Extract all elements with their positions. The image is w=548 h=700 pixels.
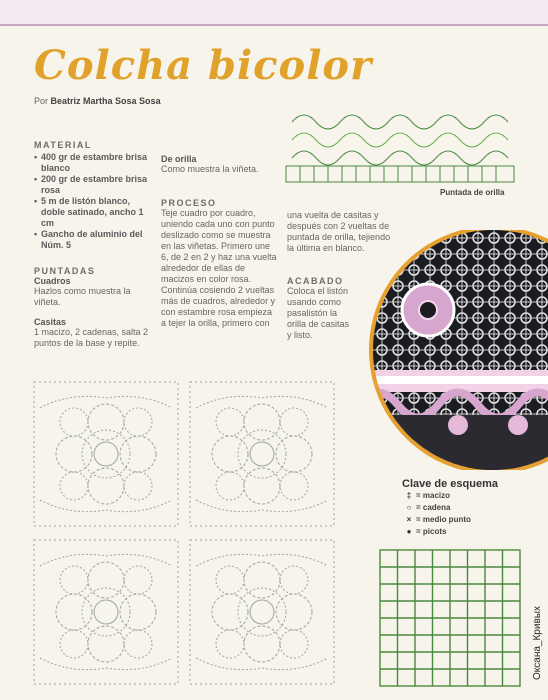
byline-author: Beatriz Martha Sosa Sosa	[50, 96, 161, 106]
picot-symbol-icon: ●	[406, 527, 412, 536]
proceso-text: Teje cuadro por cuadro, uniendo cada uno con punto deslizado como se muestra en las viñetas. Primero une 6, de 2 en 2 y haz una vuelta alrededor de ellas de macizos en color rosa. Continúa cosiendo 2 vueltas más de cuadros, alrededor y con estambre rosa empieza a tejer la orilla, primero con	[161, 208, 277, 328]
casitas-text: 1 macizo, 2 cadenas, salta 2 puntos de la base y repite.	[34, 327, 149, 348]
legend-item: ‡ = macizo	[402, 490, 522, 502]
material-section	[34, 140, 154, 251]
puntadas-section	[34, 266, 149, 349]
casitas-label: Casitas	[34, 317, 67, 327]
puntadas-heading: PUNTADAS	[34, 266, 96, 276]
material-item: • 5 m de listón blanco, doble satinado, ancho 1 cm	[34, 196, 154, 229]
cuadros-label: Cuadros	[34, 276, 71, 286]
square-motif-diagram	[30, 378, 344, 694]
crochet-photo	[358, 230, 548, 470]
material-heading: MATERIAL	[34, 140, 92, 150]
acabado-section	[287, 276, 355, 341]
byline-prefix: Por	[34, 96, 49, 106]
legend-item: ○ = cadena	[402, 502, 522, 514]
legend-item: ● = picots	[402, 526, 522, 538]
edge-caption: Puntada de orilla	[440, 188, 505, 197]
orilla-label: De orilla	[161, 154, 197, 164]
material-item: • 200 gr de estambre brisa rosa	[34, 174, 154, 196]
acabado-text: Coloca el listón usando como pasalistón la orilla de casitas y listo.	[287, 286, 350, 340]
material-item: • Gancho de aluminio del Núm. 5	[34, 229, 154, 251]
cuadros-text: Hazlos como muestra la viñeta.	[34, 286, 131, 307]
assembly-grid	[378, 548, 524, 690]
top-band	[0, 0, 548, 26]
material-list	[34, 152, 154, 251]
proceso-section	[161, 198, 277, 329]
proceso-text-2: una vuelta de casitas y después con 2 vueltas de puntada de orilla, tejiendo la última en blanco.	[287, 210, 391, 253]
proceso-heading: PROCESO	[161, 198, 217, 208]
orilla-section	[161, 154, 276, 175]
orilla-text: Como muestra la viñeta.	[161, 164, 259, 174]
legend-item: × = medio punto	[402, 514, 522, 526]
schematic-legend	[402, 478, 522, 538]
watermark: Оксана_Кривых	[532, 606, 543, 680]
edging-stitch-diagram	[280, 110, 524, 192]
acabado-heading: ACABADO	[287, 276, 344, 286]
macizo-symbol-icon: ‡	[406, 491, 412, 500]
page-title: Colcha bicolor	[34, 42, 373, 89]
cadena-symbol-icon: ○	[406, 503, 412, 512]
legend-title: Clave de esquema	[402, 478, 498, 490]
material-item: • 400 gr de estambre brisa blanco	[34, 152, 154, 174]
byline	[34, 96, 161, 106]
medio-punto-symbol-icon: ×	[406, 515, 412, 524]
